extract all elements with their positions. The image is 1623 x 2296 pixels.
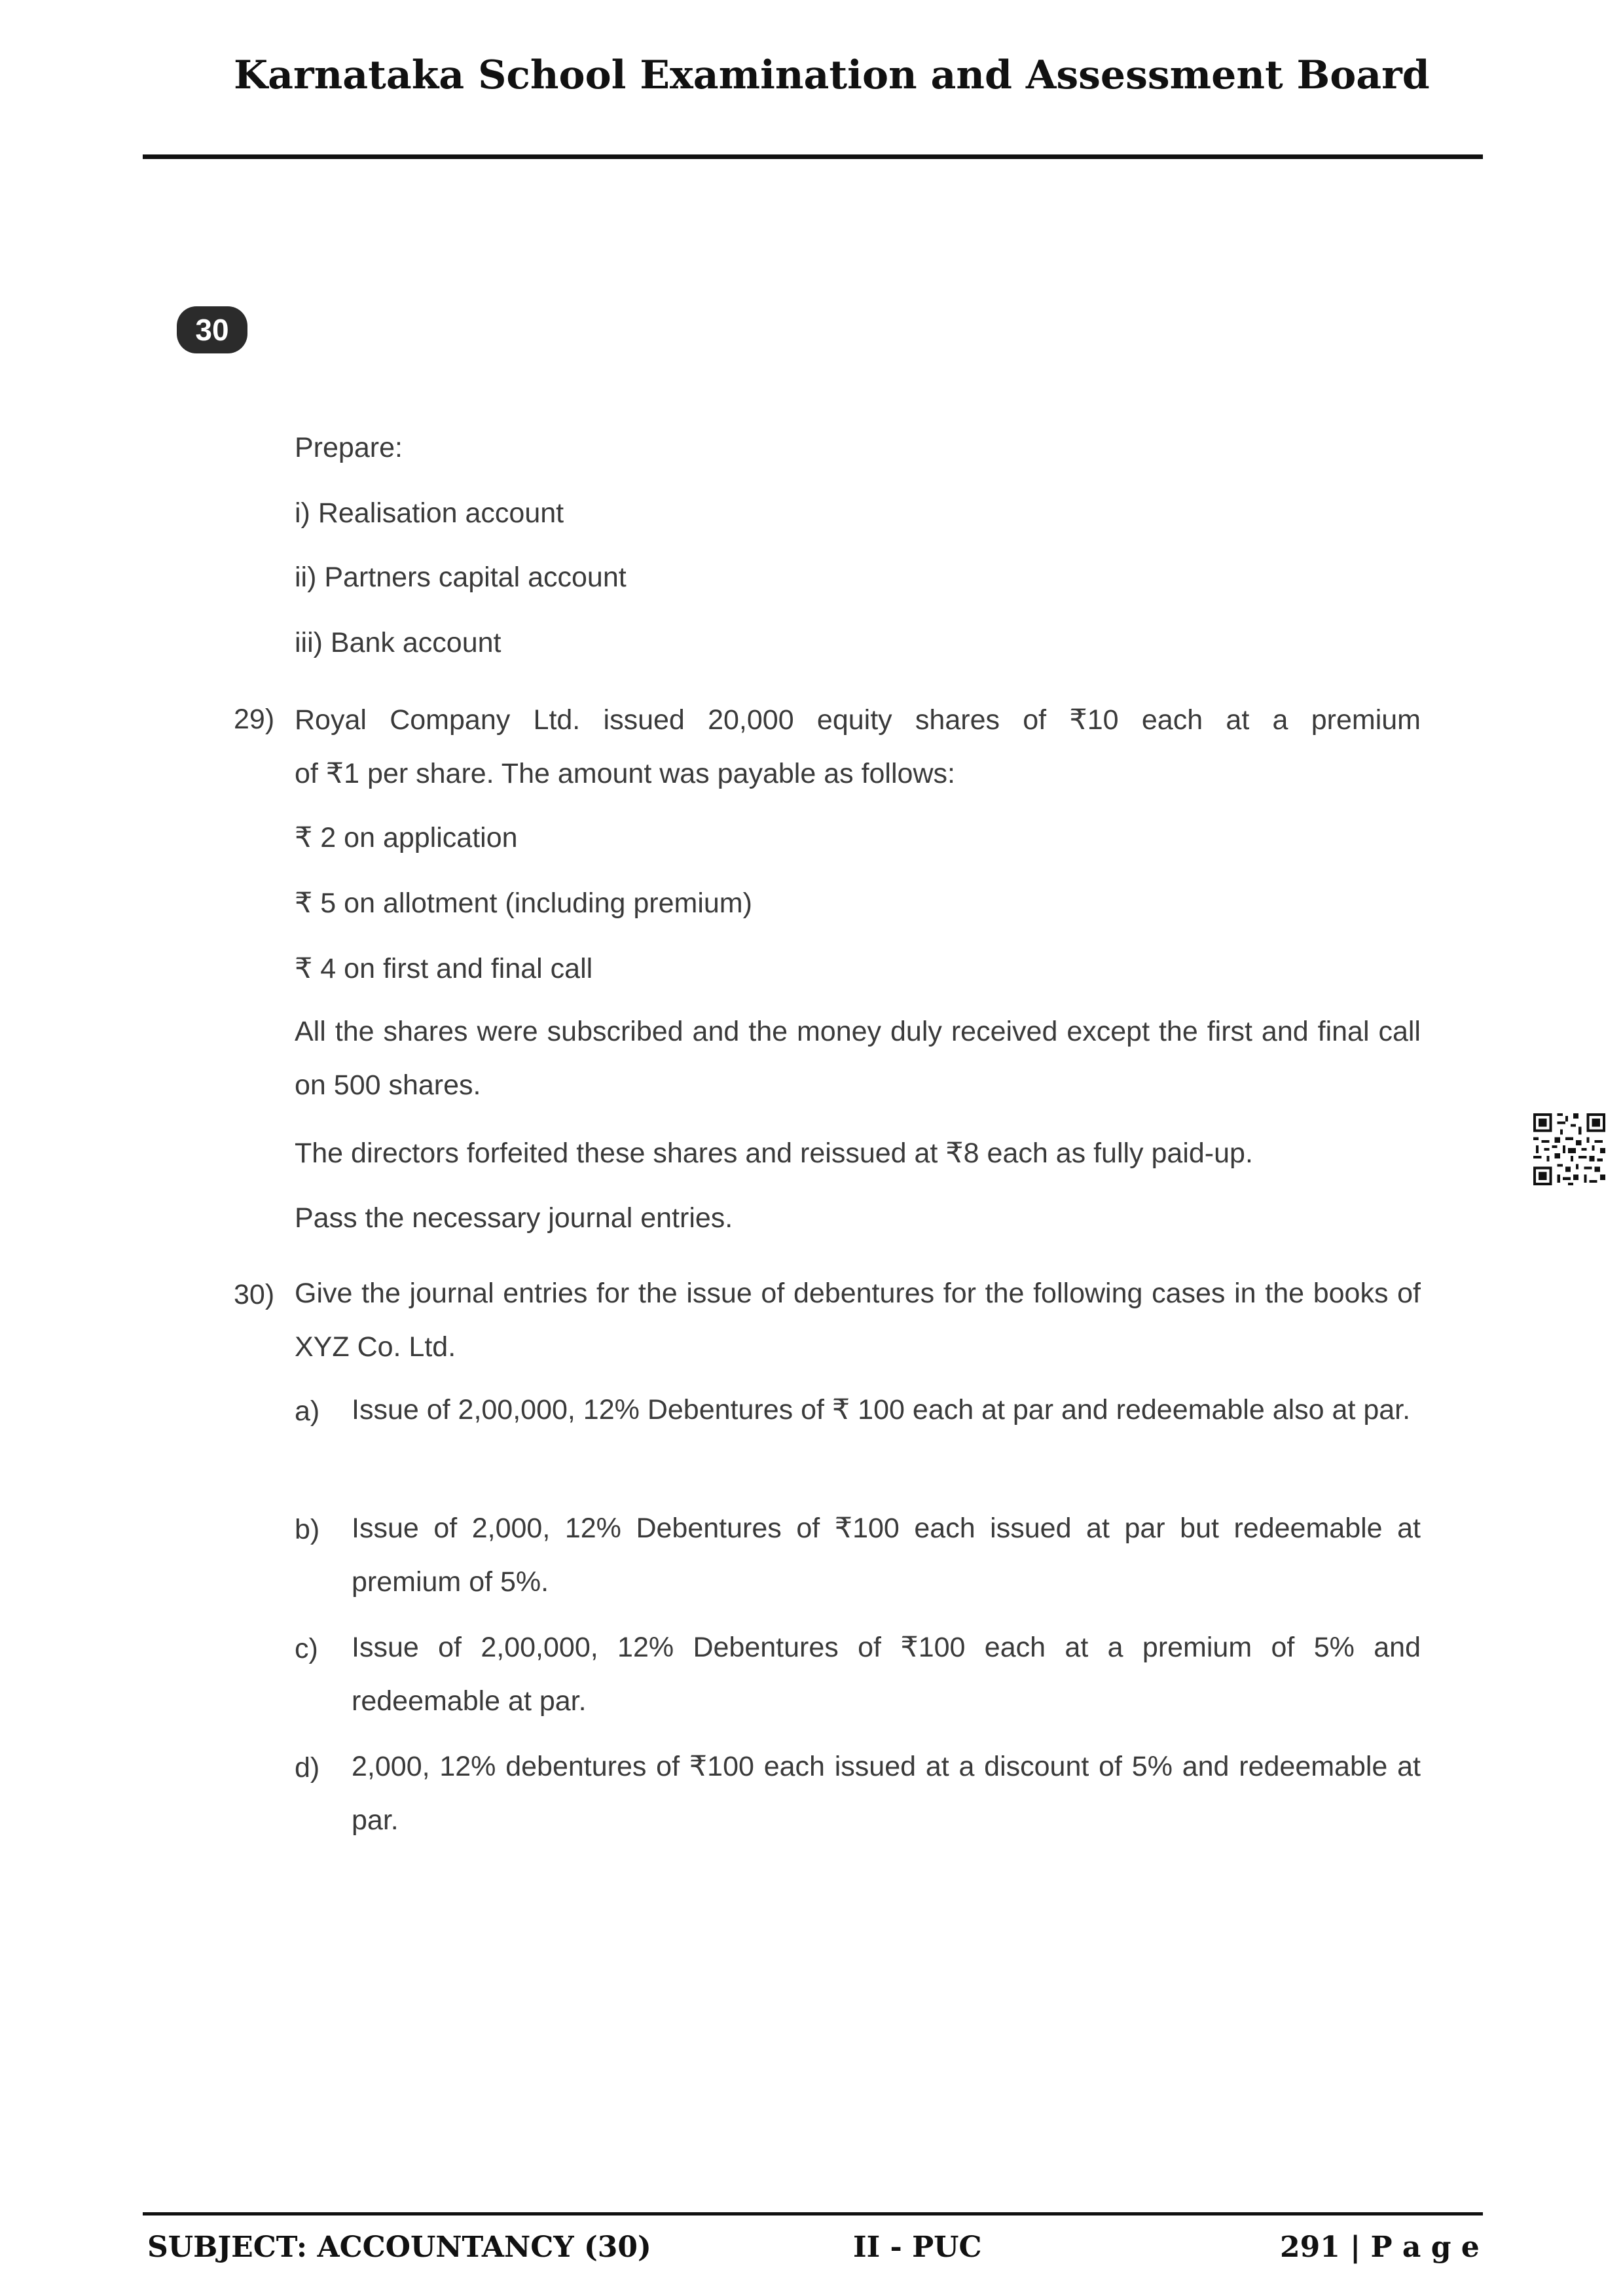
question-29-amount-allotment: ₹ 5 on allotment (including premium) (295, 888, 752, 919)
question-29-line-2: of ₹1 per share. The amount was payable as follows: (295, 758, 955, 789)
question-30-case-c-text: Issue of 2,00,000, 12% Debentures of ₹100 each at a premium of 5% and redeemable at par. (352, 1632, 1421, 1717)
footer-page-number: 291 | P a g e (1280, 2231, 1480, 2264)
question-30-case-d-label: d) (295, 1752, 320, 1784)
question-30-case-d-text: 2,000, 12% debentures of ₹100 each issued at a discount of 5% and redeemable at par. (352, 1751, 1421, 1836)
question-29-amount-application: ₹ 2 on application (295, 822, 518, 853)
page-number-badge: 30 (177, 306, 247, 353)
question-30-intro: Give the journal entries for the issue of debentures for the following cases in the books of XYZ Co. Ltd. (295, 1278, 1421, 1363)
question-30-case-c-label: c) (295, 1633, 318, 1664)
qr-code-icon (1531, 1111, 1608, 1188)
footer-class: II - PUC (853, 2231, 982, 2264)
question-30-case-b-label: b) (295, 1514, 320, 1545)
question-29-line-1: Royal Company Ltd. issued 20,000 equity shares of ₹10 each at a premium (295, 704, 1421, 736)
question-29-number: 29) (234, 704, 275, 735)
footer-divider (143, 2212, 1483, 2215)
question-29-paragraph-3: Pass the necessary journal entries. (295, 1202, 733, 1234)
footer-subject: SUBJECT: ACCOUNTANCY (30) (147, 2231, 651, 2264)
header-divider (143, 154, 1483, 159)
question-30-case-b-text: Issue of 2,000, 12% Debentures of ₹100 each issued at par but redeemable at premium of 5%. (352, 1513, 1421, 1598)
question-30-number: 30) (234, 1279, 275, 1310)
question-29-paragraph-1: All the shares were subscribed and the money duly received except the first and final call on 500 shares. (295, 1016, 1421, 1101)
prepare-heading: Prepare: (295, 432, 403, 463)
prepare-item-1: i) Realisation account (295, 497, 564, 529)
page-header-title: Karnataka School Examination and Assessment Board (234, 52, 1430, 98)
question-30-case-a-label: a) (295, 1395, 320, 1427)
question-30-case-a-text: Issue of 2,00,000, 12% Debentures of ₹ 100 each at par and redeemable also at par. (352, 1394, 1411, 1426)
question-29-paragraph-2: The directors forfeited these shares and reissued at ₹8 each as fully paid-up. (295, 1138, 1253, 1169)
question-29-amount-call: ₹ 4 on first and final call (295, 953, 593, 984)
prepare-item-3: iii) Bank account (295, 627, 501, 658)
prepare-item-2: ii) Partners capital account (295, 562, 627, 593)
